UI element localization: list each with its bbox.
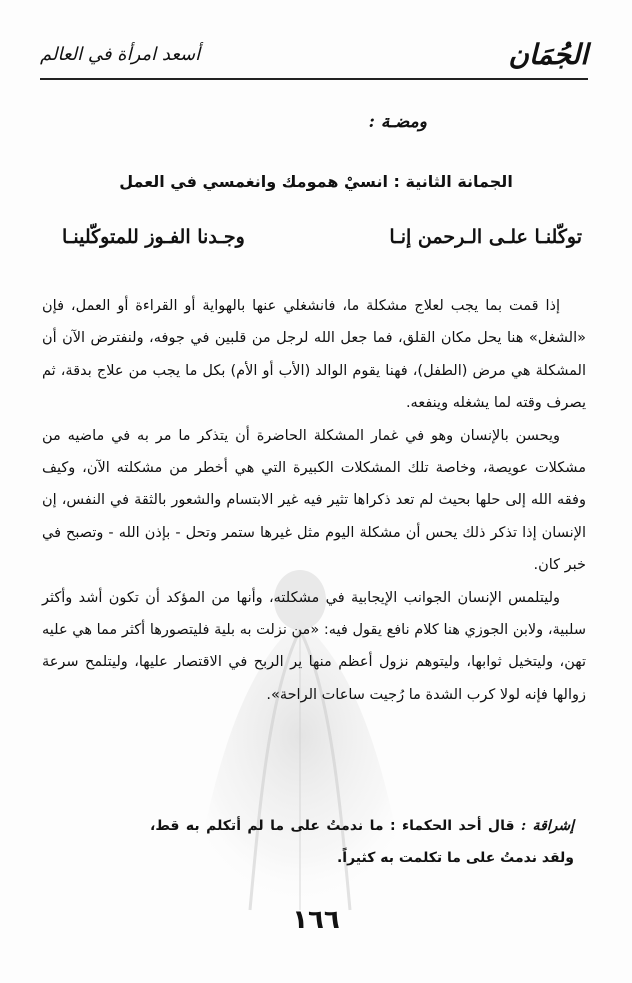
paragraph: وليتلمس الإنسان الجوانب الإيجابية في مشكلته، وأنها من المؤكد أن تكون أشد وأكثر سلبية، ولابن الجوزي هنا كلام نافع يقول فيه: «من نزلت به بلية فليتصورها أكثر مما هي عليه تهن، وليتخيل ثوابها، وليتوهم نزول أعظم منها ير الربح في الاقتصار عليها، وليتلمح سرعة زوالها فإنه لولا كرب الشدة ما رُجيت ساعات الراحة». <box>42 589 586 703</box>
verse-first-hemistich: توكّلنـا علـى الـرحمن إنـا <box>389 226 582 248</box>
page-number: ١٦٦ <box>292 905 340 935</box>
book-title: الجُمَان <box>508 38 588 71</box>
intro-heading: ومضـة : <box>368 112 427 132</box>
paragraph: ويحسن بالإنسان وهو في غمار المشكلة الحاضرة أن يتذكر ما مر به في ماضيه من مشكلات عويصة، وخاصة تلك المشكلات الكبيرة التي هي أخطر من مشكلته الآن، وكيف وفقه الله إلى حلها بحيث لم تعد ذكراها تثير فيه غير الابتسام والشعور بالثقة في النفس، إن الإنسان إذا تذكر ذلك يحس أن مشكلة اليوم مثل غيرها ستمر وتحل - بإذن الله - وتصبح في خبر كان. <box>42 427 586 574</box>
section-title: الجمانة الثانية : انسيْ همومك وانغمسي في العمل <box>119 172 513 191</box>
quote-text: قال أحد الحكماء : ما ندمتُ على ما لم أتكلم به قط، ولقد ندمتُ على ما تكلمت به كثيراً. <box>150 818 574 866</box>
page-header <box>40 38 588 80</box>
quote-label: إشراقة : <box>520 818 574 834</box>
running-title: أسعد امرأة في العالم <box>40 44 201 65</box>
paragraph: إذا قمت بما يجب لعلاج مشكلة ما، فانشغلي عنها بالهواية أو القراءة أو العمل، فإن «الشغل» هنا يحل مكان القلق، فما جعل الله لرجل من قلبين في جوفه، ولنفترض الآن أن المشكلة هي مرض (الطفل)، فهنا يقوم الوالد (الأب أو الأم) بكل ما يجب من علاج بدقة، ثم يصرف وقته لما يشغله وينفعه. <box>42 298 586 412</box>
body-text <box>42 290 586 711</box>
verse-second-hemistich: وجـدنا الفـوز للمتوكّلينـا <box>62 226 245 248</box>
quote-box <box>150 810 574 874</box>
poetry-verse <box>62 226 582 256</box>
